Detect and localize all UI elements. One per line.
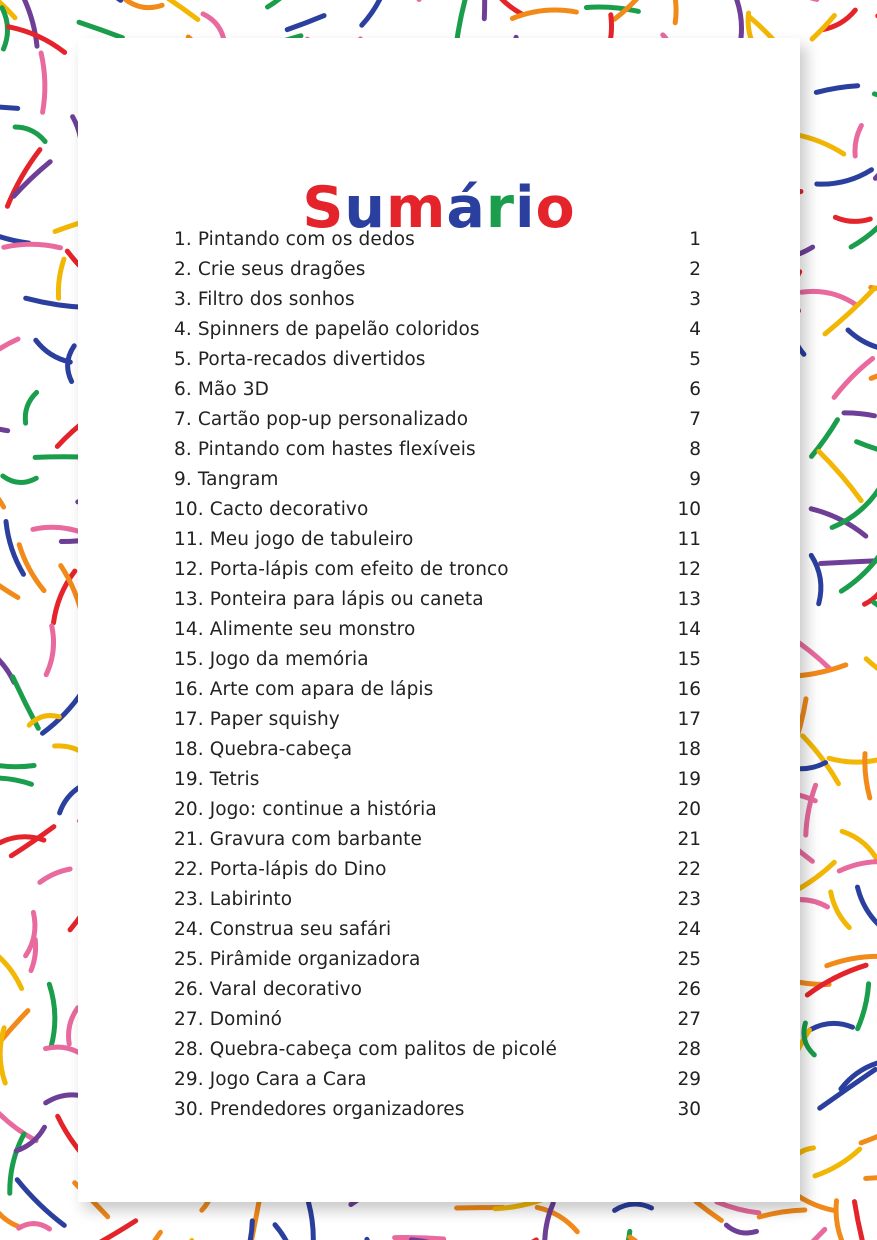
confetti-stroke bbox=[36, 340, 71, 362]
confetti-stroke bbox=[866, 659, 877, 687]
toc-entry bbox=[174, 974, 701, 1004]
toc-entry bbox=[174, 344, 701, 374]
toc-entry-title: 16. Arte com apara de lápis bbox=[174, 678, 434, 700]
confetti-stroke bbox=[855, 126, 861, 157]
confetti-stroke bbox=[807, 965, 866, 995]
confetti-stroke bbox=[0, 943, 22, 988]
toc-entry-title: 24. Construa seu safári bbox=[174, 918, 392, 940]
toc-entry bbox=[174, 524, 701, 554]
toc-entry bbox=[174, 224, 701, 254]
confetti-stroke bbox=[0, 417, 8, 431]
confetti-stroke bbox=[43, 691, 84, 734]
confetti-stroke bbox=[19, 1224, 50, 1229]
title-letter: á bbox=[446, 175, 486, 242]
confetti-stroke bbox=[665, 0, 676, 23]
confetti-stroke bbox=[0, 756, 34, 766]
toc-entry-page-number: 11 bbox=[677, 528, 701, 550]
confetti-stroke bbox=[815, 1149, 860, 1176]
table-of-contents bbox=[174, 224, 701, 1124]
confetti-stroke bbox=[834, 359, 873, 398]
confetti-stroke bbox=[17, 1180, 64, 1226]
toc-entry bbox=[174, 704, 701, 734]
confetti-stroke bbox=[835, 217, 870, 221]
toc-entry-title: 19. Tetris bbox=[174, 768, 260, 790]
title-letter: i bbox=[514, 175, 536, 242]
toc-entry-page-number: 3 bbox=[689, 288, 701, 310]
toc-entry-title: 25. Pirâmide organizadora bbox=[174, 948, 421, 970]
confetti-stroke bbox=[492, 0, 522, 14]
toc-entry-title: 2. Crie seus dragões bbox=[174, 258, 366, 280]
confetti-stroke bbox=[136, 1232, 160, 1240]
toc-entry bbox=[174, 674, 701, 704]
toc-entry-page-number: 12 bbox=[677, 558, 701, 580]
confetti-stroke bbox=[4, 244, 61, 248]
toc-entry bbox=[174, 464, 701, 494]
confetti-stroke bbox=[857, 442, 877, 456]
toc-entry-page-number: 19 bbox=[677, 768, 701, 790]
toc-entry-title: 10. Cacto decorativo bbox=[174, 498, 369, 520]
toc-entry-title: 15. Jogo da memória bbox=[174, 648, 369, 670]
title-letter: u bbox=[344, 175, 386, 242]
toc-entry-title: 3. Filtro dos sonhos bbox=[174, 288, 355, 310]
toc-entry-title: 12. Porta-lápis com efeito de tronco bbox=[174, 558, 509, 580]
toc-entry-title: 4. Spinners de papelão coloridos bbox=[174, 318, 480, 340]
toc-entry bbox=[174, 374, 701, 404]
toc-entry bbox=[174, 1064, 701, 1094]
toc-entry-page-number: 24 bbox=[677, 918, 701, 940]
confetti-stroke bbox=[78, 1221, 136, 1240]
confetti-stroke bbox=[33, 527, 85, 533]
confetti-stroke bbox=[615, 1204, 652, 1210]
toc-entry-page-number: 8 bbox=[689, 438, 701, 460]
toc-entry-title: 17. Paper squishy bbox=[174, 708, 340, 730]
confetti-stroke bbox=[309, 1202, 314, 1240]
confetti-stroke bbox=[19, 545, 44, 591]
confetti-stroke bbox=[22, 0, 37, 46]
toc-entry-title: 22. Porta-lápis do Dino bbox=[174, 858, 387, 880]
toc-entry-page-number: 27 bbox=[677, 1008, 701, 1030]
confetti-stroke bbox=[0, 1028, 5, 1083]
confetti-stroke bbox=[3, 476, 37, 483]
toc-entry bbox=[174, 644, 701, 674]
confetti-stroke bbox=[806, 785, 816, 835]
toc-entry bbox=[174, 944, 701, 974]
confetti-stroke bbox=[842, 831, 877, 864]
confetti-stroke bbox=[865, 572, 877, 604]
confetti-stroke bbox=[54, 571, 75, 623]
confetti-stroke bbox=[831, 892, 850, 928]
toc-entry-page-number: 10 bbox=[677, 498, 701, 520]
toc-entry-page-number: 14 bbox=[677, 618, 701, 640]
toc-entry bbox=[174, 884, 701, 914]
confetti-stroke bbox=[855, 1202, 870, 1240]
toc-entry-page-number: 21 bbox=[677, 828, 701, 850]
toc-entry-title: 21. Gravura com barbante bbox=[174, 828, 422, 850]
confetti-stroke bbox=[817, 170, 872, 184]
confetti-stroke bbox=[861, 1118, 877, 1143]
toc-entry bbox=[174, 1034, 701, 1064]
confetti-stroke bbox=[717, 1202, 759, 1213]
toc-entry-page-number: 17 bbox=[677, 708, 701, 730]
toc-entry bbox=[174, 284, 701, 314]
toc-entry bbox=[174, 554, 701, 584]
toc-entry bbox=[174, 764, 701, 794]
confetti-stroke bbox=[0, 1204, 18, 1227]
toc-entry-page-number: 22 bbox=[677, 858, 701, 880]
toc-entry-page-number: 2 bbox=[689, 258, 701, 280]
confetti-stroke bbox=[866, 1178, 877, 1179]
confetti-stroke bbox=[362, 0, 390, 25]
confetti-stroke bbox=[0, 479, 4, 507]
confetti-stroke bbox=[759, 1210, 805, 1217]
confetti-stroke bbox=[69, 1008, 78, 1044]
contents-card bbox=[78, 38, 800, 1202]
confetti-stroke bbox=[793, 134, 844, 154]
confetti-stroke bbox=[836, 1201, 849, 1240]
toc-entry-title: 11. Meu jogo de tabuleiro bbox=[174, 528, 414, 550]
confetti-stroke bbox=[819, 451, 861, 500]
confetti-stroke bbox=[0, 564, 18, 598]
toc-entry-page-number: 9 bbox=[689, 468, 701, 490]
toc-entry bbox=[174, 254, 701, 284]
toc-entry bbox=[174, 794, 701, 824]
confetti-stroke bbox=[287, 16, 324, 30]
confetti-stroke bbox=[604, 1231, 630, 1240]
toc-entry bbox=[174, 824, 701, 854]
confetti-stroke bbox=[848, 330, 877, 350]
toc-entry-page-number: 1 bbox=[689, 228, 701, 250]
toc-entry-page-number: 4 bbox=[689, 318, 701, 340]
toc-entry bbox=[174, 614, 701, 644]
confetti-stroke bbox=[40, 869, 70, 882]
toc-entry-page-number: 20 bbox=[677, 798, 701, 820]
toc-entry-page-number: 16 bbox=[677, 678, 701, 700]
confetti-stroke bbox=[791, 1229, 825, 1240]
toc-entry bbox=[174, 854, 701, 884]
toc-entry bbox=[174, 434, 701, 464]
confetti-stroke bbox=[79, 22, 122, 38]
confetti-stroke bbox=[858, 887, 877, 933]
title-letter: S bbox=[302, 175, 345, 242]
toc-entry-title: 29. Jogo Cara a Cara bbox=[174, 1068, 367, 1090]
confetti-stroke bbox=[839, 862, 877, 871]
confetti-stroke bbox=[58, 259, 64, 298]
toc-entry-page-number: 23 bbox=[677, 888, 701, 910]
confetti-stroke bbox=[726, 1225, 756, 1233]
toc-entry bbox=[174, 314, 701, 344]
confetti-stroke bbox=[811, 1023, 852, 1029]
confetti-stroke bbox=[829, 758, 877, 762]
toc-entry bbox=[174, 734, 701, 764]
confetti-stroke bbox=[15, 127, 45, 142]
confetti-stroke bbox=[49, 984, 55, 1046]
toc-entry-title: 28. Quebra-cabeça com palitos de picolé bbox=[174, 1038, 557, 1060]
confetti-stroke bbox=[0, 1101, 36, 1141]
toc-entry bbox=[174, 584, 701, 614]
confetti-stroke bbox=[858, 984, 869, 1029]
toc-entry bbox=[174, 1004, 701, 1034]
toc-entry-title: 7. Cartão pop-up personalizado bbox=[174, 408, 469, 430]
confetti-stroke bbox=[0, 778, 32, 784]
confetti-stroke bbox=[821, 561, 877, 564]
confetti-stroke bbox=[871, 368, 877, 379]
toc-entry-title: 20. Jogo: continue a história bbox=[174, 798, 437, 820]
confetti-stroke bbox=[11, 827, 54, 856]
toc-entry-page-number: 13 bbox=[677, 588, 701, 610]
toc-entry bbox=[174, 494, 701, 524]
confetti-stroke bbox=[820, 1069, 876, 1108]
confetti-stroke bbox=[126, 0, 163, 8]
toc-entry-title: 5. Porta-recados divertidos bbox=[174, 348, 426, 370]
toc-entry-page-number: 30 bbox=[677, 1098, 701, 1120]
toc-entry-page-number: 25 bbox=[677, 948, 701, 970]
confetti-stroke bbox=[812, 420, 838, 457]
toc-entry-title: 14. Alimente seu monstro bbox=[174, 618, 416, 640]
title-letter: r bbox=[485, 175, 515, 242]
toc-entry bbox=[174, 404, 701, 434]
toc-entry-title: 13. Ponteira para lápis ou caneta bbox=[174, 588, 484, 610]
confetti-stroke bbox=[238, 1221, 252, 1240]
toc-entry-title: 6. Mão 3D bbox=[174, 378, 269, 400]
confetti-stroke bbox=[827, 956, 877, 965]
toc-entry-title: 27. Dominó bbox=[174, 1008, 283, 1030]
confetti-stroke bbox=[844, 413, 875, 416]
toc-entry-page-number: 15 bbox=[677, 648, 701, 670]
toc-entry-title: 26. Varal decorativo bbox=[174, 978, 363, 1000]
confetti-stroke bbox=[802, 291, 857, 305]
title-letter: o bbox=[535, 175, 576, 242]
toc-entry-title: 9. Tangram bbox=[174, 468, 279, 490]
confetti-stroke bbox=[0, 103, 18, 109]
toc-entry-page-number: 29 bbox=[677, 1068, 701, 1090]
confetti-stroke bbox=[0, 339, 18, 358]
toc-entry-title: 8. Pintando com hastes flexíveis bbox=[174, 438, 476, 460]
confetti-stroke bbox=[537, 1207, 577, 1231]
toc-entry-page-number: 7 bbox=[689, 408, 701, 430]
toc-entry-title: 23. Labirinto bbox=[174, 888, 293, 910]
toc-entry-title: 30. Prendedores organizadores bbox=[174, 1098, 465, 1120]
confetti-stroke bbox=[41, 53, 45, 112]
confetti-stroke bbox=[816, 86, 857, 93]
toc-entry-page-number: 6 bbox=[689, 378, 701, 400]
toc-entry bbox=[174, 914, 701, 944]
toc-entry-page-number: 28 bbox=[677, 1038, 701, 1060]
confetti-stroke bbox=[268, 0, 295, 7]
confetti-stroke bbox=[484, 0, 485, 19]
confetti-stroke bbox=[25, 392, 36, 423]
toc-entry-title: 1. Pintando com os dedos bbox=[174, 228, 415, 250]
confetti-stroke bbox=[275, 1225, 296, 1240]
toc-entry-title: 18. Quebra-cabeça bbox=[174, 738, 353, 760]
confetti-stroke bbox=[46, 626, 53, 675]
toc-entry-page-number: 26 bbox=[677, 978, 701, 1000]
toc-entry-page-number: 5 bbox=[689, 348, 701, 370]
title-letter: m bbox=[385, 175, 447, 242]
confetti-stroke bbox=[0, 226, 29, 243]
toc-entry-page-number: 18 bbox=[677, 738, 701, 760]
toc-entry bbox=[174, 1094, 701, 1124]
